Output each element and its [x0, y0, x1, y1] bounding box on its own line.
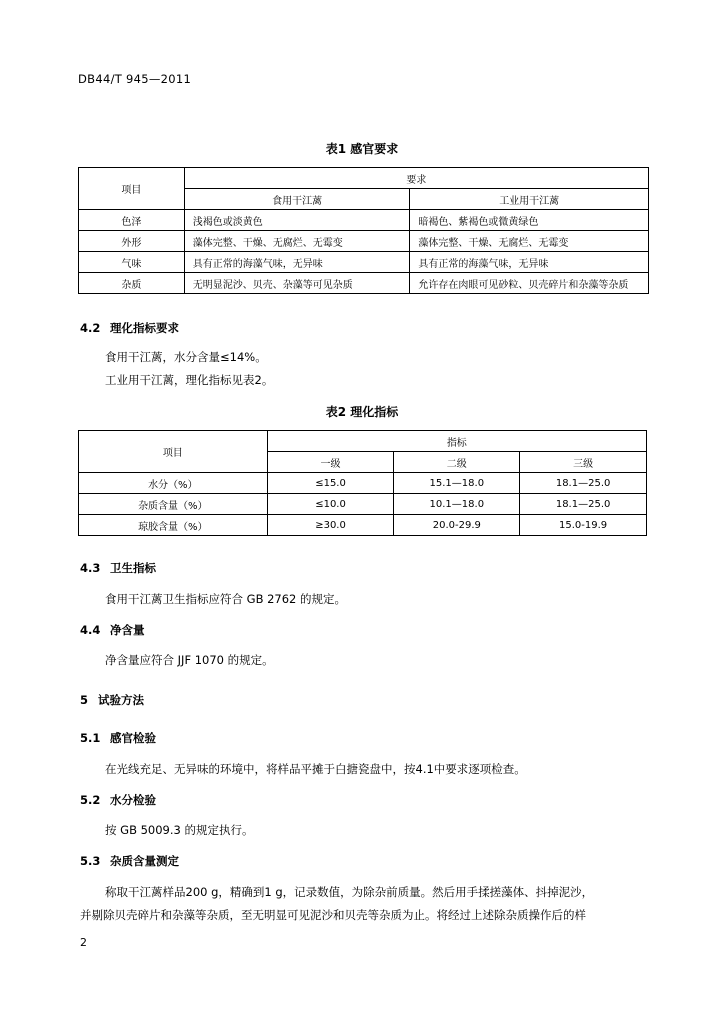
table-row [79, 273, 649, 294]
section-title: 杂质含量测定 [110, 854, 179, 868]
section-number: 5.1 [80, 731, 101, 745]
section-4-3-heading [80, 560, 156, 576]
table-row [79, 210, 649, 231]
table2-header-grade-2: 二级 [394, 452, 520, 473]
table1-cell-food: 藻体完整、干燥、无腐烂、无霉变 [184, 231, 410, 252]
section-title: 理化指标要求 [110, 321, 179, 335]
table-row [79, 231, 649, 252]
table2-header-indicator: 指标 [267, 431, 646, 452]
table2-cell-item: 水分（%） [79, 473, 268, 494]
table2-cell-grade-2: 15.1—18.0 [394, 473, 520, 494]
page-number: 2 [80, 936, 87, 949]
document-id: DB44/T 945—2011 [78, 72, 192, 86]
sensory-requirements-table [78, 167, 649, 294]
section-number: 5.2 [80, 793, 101, 807]
table2-caption: 表2 理化指标 [325, 405, 399, 419]
section-5-2-heading [80, 792, 156, 808]
section-title: 感官检验 [110, 731, 156, 745]
table1-cell-food: 浅褐色或淡黄色 [184, 210, 410, 231]
section-title: 净含量 [110, 623, 145, 637]
section-4-4-heading [80, 622, 145, 638]
table1-cell-industrial: 藻体完整、干燥、无腐烂、无霉变 [410, 231, 649, 252]
table1-cell-food: 具有正常的海藻气味，无异味 [184, 252, 410, 273]
table1-header-requirements: 要求 [184, 168, 648, 189]
table2-cell-item: 琼胶含量（%） [79, 515, 268, 536]
section-5-heading [80, 692, 144, 708]
section-4-2-heading [80, 320, 179, 336]
section-number: 5 [80, 693, 89, 707]
table2-cell-grade-3: 15.0-19.9 [520, 515, 647, 536]
table1-caption: 表1 感官要求 [325, 142, 399, 156]
table2-cell-grade-1: ≤15.0 [267, 473, 394, 494]
table2-header-grade-1: 一级 [267, 452, 394, 473]
table1-cell-food: 无明显泥沙、贝壳、杂藻等可见杂质 [184, 273, 410, 294]
table1-cell-industrial: 具有正常的海藻气味，无异味 [410, 252, 649, 273]
section-5-3-heading [80, 853, 179, 869]
table2-cell-grade-3: 18.1—25.0 [520, 494, 647, 515]
section-title: 试验方法 [98, 693, 144, 707]
section-title: 水分检验 [110, 793, 156, 807]
table2-cell-grade-2: 20.0-29.9 [394, 515, 520, 536]
paragraph: 净含量应符合 JJF 1070 的规定。 [105, 653, 274, 667]
table2-cell-grade-2: 10.1—18.0 [394, 494, 520, 515]
section-number: 5.3 [80, 854, 101, 868]
paragraph: 按 GB 5009.3 的规定执行。 [105, 823, 254, 837]
table1-cell-item: 外形 [79, 231, 185, 252]
table2-cell-grade-1: ≤10.0 [267, 494, 394, 515]
paragraph: 工业用干江蓠，理化指标见表2。 [105, 373, 274, 387]
table1-cell-item: 气味 [79, 252, 185, 273]
table2-cell-item: 杂质含量（%） [79, 494, 268, 515]
section-title: 卫生指标 [110, 561, 156, 575]
table-row [79, 494, 647, 515]
table1-cell-item: 杂质 [79, 273, 185, 294]
table1-header-industrial: 工业用干江蓠 [410, 189, 649, 210]
section-number: 4.2 [80, 321, 101, 335]
table1-cell-industrial: 允许存在肉眼可见砂粒、贝壳碎片和杂藻等杂质 [410, 273, 649, 294]
table2-cell-grade-3: 18.1—25.0 [520, 473, 647, 494]
paragraph: 食用干江蓠，水分含量≤14%。 [105, 350, 267, 364]
paragraph: 在光线充足、无异味的环境中，将样品平摊于白搪瓷盘中，按4.1中要求逐项检查。 [105, 762, 526, 776]
table-row [79, 252, 649, 273]
paragraph: 食用干江蓠卫生指标应符合 GB 2762 的规定。 [105, 592, 347, 606]
table1-cell-industrial: 暗褐色、紫褐色或微黄绿色 [410, 210, 649, 231]
table2-cell-grade-1: ≥30.0 [267, 515, 394, 536]
paragraph: 并剔除贝壳碎片和杂藻等杂质，至无明显可见泥沙和贝壳等杂质为止。将经过上述除杂质操作后的样 [80, 908, 586, 922]
table2-header-grade-3: 三级 [520, 452, 647, 473]
table1-header-item: 项目 [79, 168, 185, 210]
table1-header-food: 食用干江蓠 [184, 189, 410, 210]
table-row [79, 473, 647, 494]
section-number: 4.3 [80, 561, 101, 575]
physicochemical-indicators-table [78, 430, 647, 536]
table1-cell-item: 色泽 [79, 210, 185, 231]
section-number: 4.4 [80, 623, 101, 637]
paragraph: 称取干江蓠样品200 g，精确到1 g，记录数值，为除杂前质量。然后用手揉搓藻体、抖掉泥沙， [105, 885, 594, 899]
table2-header-item: 项目 [79, 431, 268, 473]
section-5-1-heading [80, 730, 156, 746]
table-row [79, 515, 647, 536]
